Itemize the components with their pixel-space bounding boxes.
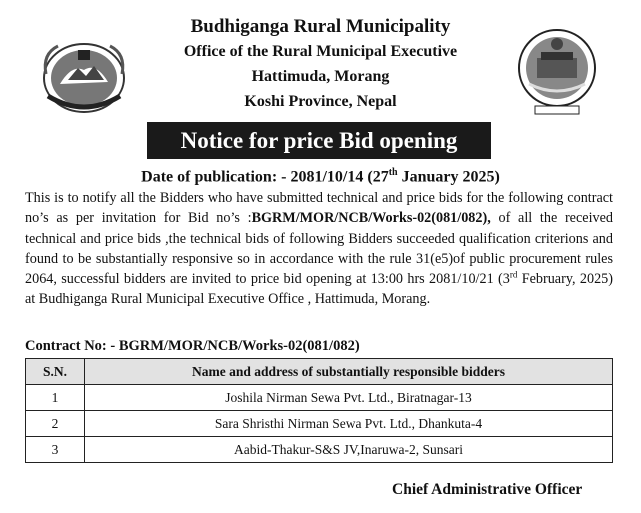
office-location: Hattimuda, Morang	[251, 68, 390, 85]
table-row	[26, 437, 613, 463]
signatory-title: Chief Administrative Officer	[392, 481, 583, 498]
table-row	[26, 385, 613, 411]
bid-number: BGRM/MOR/NCB/Works-02(081/082),	[251, 210, 491, 227]
table-header-row	[26, 359, 613, 385]
notice-body: This is to notify all the Bidders who have submitted technical and price bids for the following contract no’s as per invitation for Bid no’s :BGRM/MOR/NCB/Works-02(081/082), of all the received technical and price bids ,the technical bids of following Bidders succeeded qualification criterions and found to be substantially responsive so in accordance with the rule 31(e5)of public procurement rules 2064, successful bidders are invited to price bid opening at 13:00 hrs 2081/10/21 (3rd February, 2025) at Budhiganga Rural Municipal Executive Office , Hattimuda, Morang.	[25, 190, 613, 308]
row-bidder: Joshila Nirman Sewa Pvt. Ltd., Biratnagar-13	[85, 385, 613, 411]
province: Koshi Province, Nepal	[244, 93, 397, 110]
bidders-table	[25, 358, 613, 463]
row-bidder: Aabid-Thakur-S&S JV,Inaruwa-2, Sunsari	[85, 437, 613, 463]
municipality-name: Budhiganga Rural Municipality	[190, 16, 451, 37]
row-sn: 3	[26, 437, 85, 463]
notice-title: Notice for price Bid opening	[147, 122, 491, 159]
table-row	[26, 411, 613, 437]
office-name: Office of the Rural Municipal Executive	[183, 43, 458, 60]
row-bidder: Sara Shristhi Nirman Sewa Pvt. Ltd., Dhankuta-4	[85, 411, 613, 437]
publication-date: Date of publication: - 2081/10/14 (27th January 2025)	[141, 167, 500, 186]
header-sn: S.N.	[26, 359, 85, 385]
header-bidder: Name and address of substantially responsible bidders	[85, 359, 613, 385]
row-sn: 1	[26, 385, 85, 411]
contract-number: Contract No: - BGRM/MOR/NCB/Works-02(081/082)	[25, 338, 360, 354]
row-sn: 2	[26, 411, 85, 437]
